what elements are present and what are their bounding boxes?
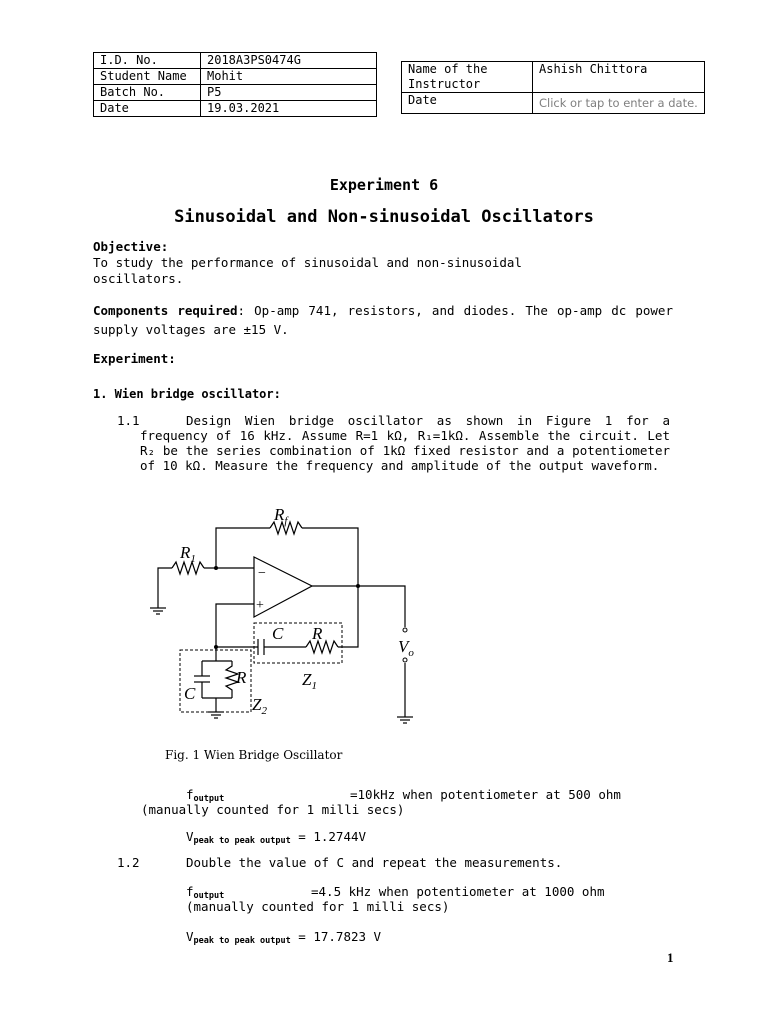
- components-heading: Components required: [93, 303, 238, 318]
- table-cell-value[interactable]: 2018A3PS0474G: [201, 53, 377, 69]
- experiment-number: Experiment 6: [329, 176, 439, 194]
- table-row: [94, 69, 377, 85]
- table-cell-value[interactable]: Mohit: [201, 69, 377, 85]
- result-frequency-label: $f_{output}$: [186, 787, 225, 804]
- label-rf: $R_f$: [274, 505, 288, 527]
- result-note: (manually counted for 1 milli secs): [186, 899, 450, 914]
- result-frequency-value: =10kHz when potentiometer at 500 ohm: [350, 787, 621, 802]
- components-paragraph: [93, 301, 673, 339]
- instructor-name-field[interactable]: Ashish Chittora: [533, 62, 705, 93]
- experiment-heading: Experiment:: [93, 351, 176, 366]
- date-placeholder: Click or tap to enter a date.: [539, 95, 698, 110]
- objective-heading: Objective:: [93, 239, 169, 254]
- experiment-title: Sinusoidal and Non-sinusoidal Oscillators: [174, 207, 594, 227]
- table-cell-label: Batch No.: [94, 85, 201, 101]
- item-number: 1.2: [117, 855, 140, 870]
- item-text: Design Wien bridge oscillator as shown in Figure 1 for a frequency of 16 kHz. Assume R=1 kΩ, R₁=1kΩ. Assemble the circuit. Let R₂ be the series combination of 1kΩ fixed resistor and a potentiometer of 10 kΩ. Measure the frequency and amplitude of the output waveform.: [140, 413, 670, 473]
- result-vpp: $V_{peak to peak output} = 1.2744V$: [186, 829, 367, 846]
- label-r1: $R_1$: [180, 543, 196, 565]
- label-minus: −: [258, 566, 266, 581]
- page-number: 1: [667, 950, 674, 965]
- label-c-z1: C: [272, 624, 284, 643]
- date-picker-field[interactable]: [533, 93, 705, 114]
- label-r-z1: R: [312, 624, 323, 643]
- table-row: [94, 101, 377, 117]
- table-row: [94, 53, 377, 69]
- table-row: [94, 85, 377, 101]
- table-cell-label: Date: [94, 101, 201, 117]
- wien-bridge-circuit-diagram: [140, 500, 440, 740]
- table-cell-label: I.D. No.: [94, 53, 201, 69]
- section-heading: 1. Wien bridge oscillator:: [93, 387, 281, 401]
- instructor-date-label: Date: [402, 93, 533, 114]
- result-note: (manually counted for 1 milli secs): [141, 802, 405, 817]
- label-r-z2: R: [236, 668, 247, 687]
- table-row: [402, 93, 705, 114]
- label-vo: $V_o$: [398, 637, 414, 659]
- figure-caption: Fig. 1 Wien Bridge Oscillator: [165, 748, 343, 762]
- student-info-table: [93, 52, 377, 117]
- item-number: 1.1: [117, 413, 140, 428]
- result-frequency-value: =4.5 kHz when potentiometer at 1000 ohm: [311, 884, 605, 899]
- label-c-z2: C: [184, 684, 196, 703]
- objective-text: To study the performance of sinusoidal and non-sinusoidal oscillators.: [93, 255, 522, 286]
- table-cell-value[interactable]: P5: [201, 85, 377, 101]
- table-row: [402, 62, 705, 93]
- table-cell-value[interactable]: 19.03.2021: [201, 101, 377, 117]
- label-plus: +: [256, 598, 264, 613]
- instructor-label: Name of the Instructor: [402, 62, 533, 93]
- label-z1: $Z_1$: [302, 670, 317, 692]
- table-cell-label: Student Name: [94, 69, 201, 85]
- result-vpp: $V_{peak to peak output} = 17.7823$ V: [186, 929, 382, 946]
- label-z2: $Z_2$: [252, 695, 267, 717]
- item-text: Double the value of C and repeat the measurements.: [186, 855, 563, 870]
- components-text: : Op-amp 741, resistors, and diodes. The op-amp dc power supply voltages are ±15 V.: [93, 303, 673, 337]
- result-frequency-label: $f_{output}$: [186, 884, 225, 901]
- instructor-info-table: [401, 61, 705, 114]
